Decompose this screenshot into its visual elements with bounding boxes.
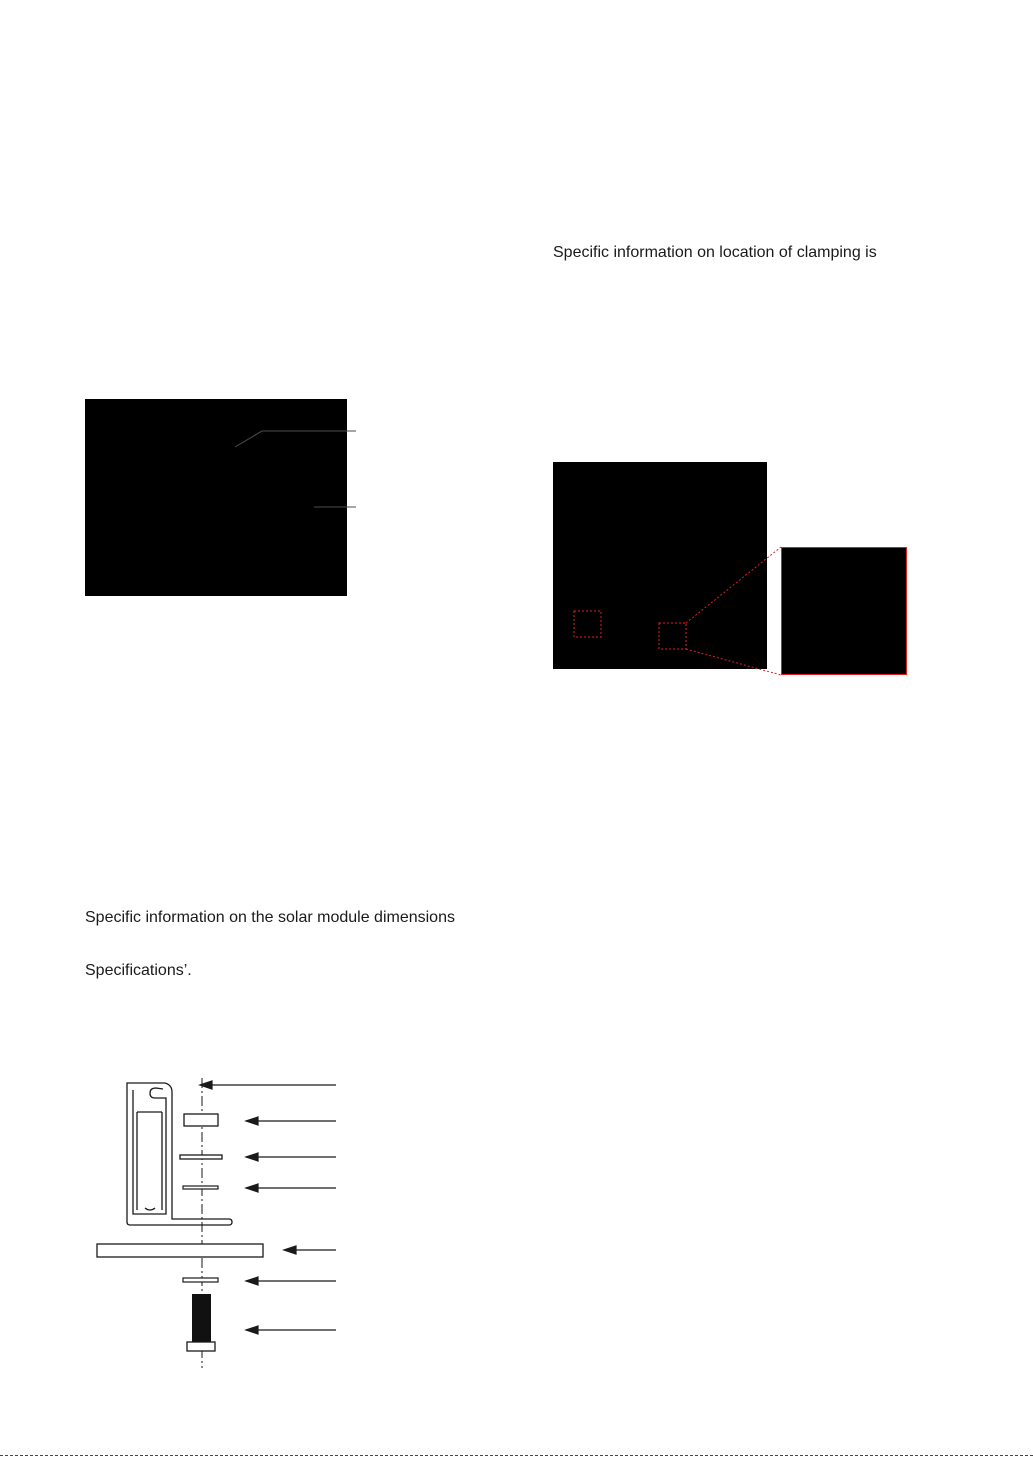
page-bottom-rule — [0, 1455, 1033, 1456]
leader-arrows — [200, 1081, 336, 1334]
flat-washer-upper — [183, 1186, 218, 1189]
spring-washer — [180, 1155, 222, 1159]
clamping-location-text: Specific information on location of clamping is — [553, 244, 877, 261]
bolt-shank — [192, 1294, 211, 1342]
nut — [184, 1114, 218, 1126]
mounting-rail — [97, 1244, 263, 1257]
specifications-text: Specifications’. — [85, 962, 192, 979]
frame-profile — [127, 1083, 232, 1225]
bolt-head — [187, 1342, 215, 1351]
flat-washer-lower — [183, 1278, 218, 1282]
module-dimensions-text: Specific information on the solar module dimensions — [85, 909, 455, 926]
